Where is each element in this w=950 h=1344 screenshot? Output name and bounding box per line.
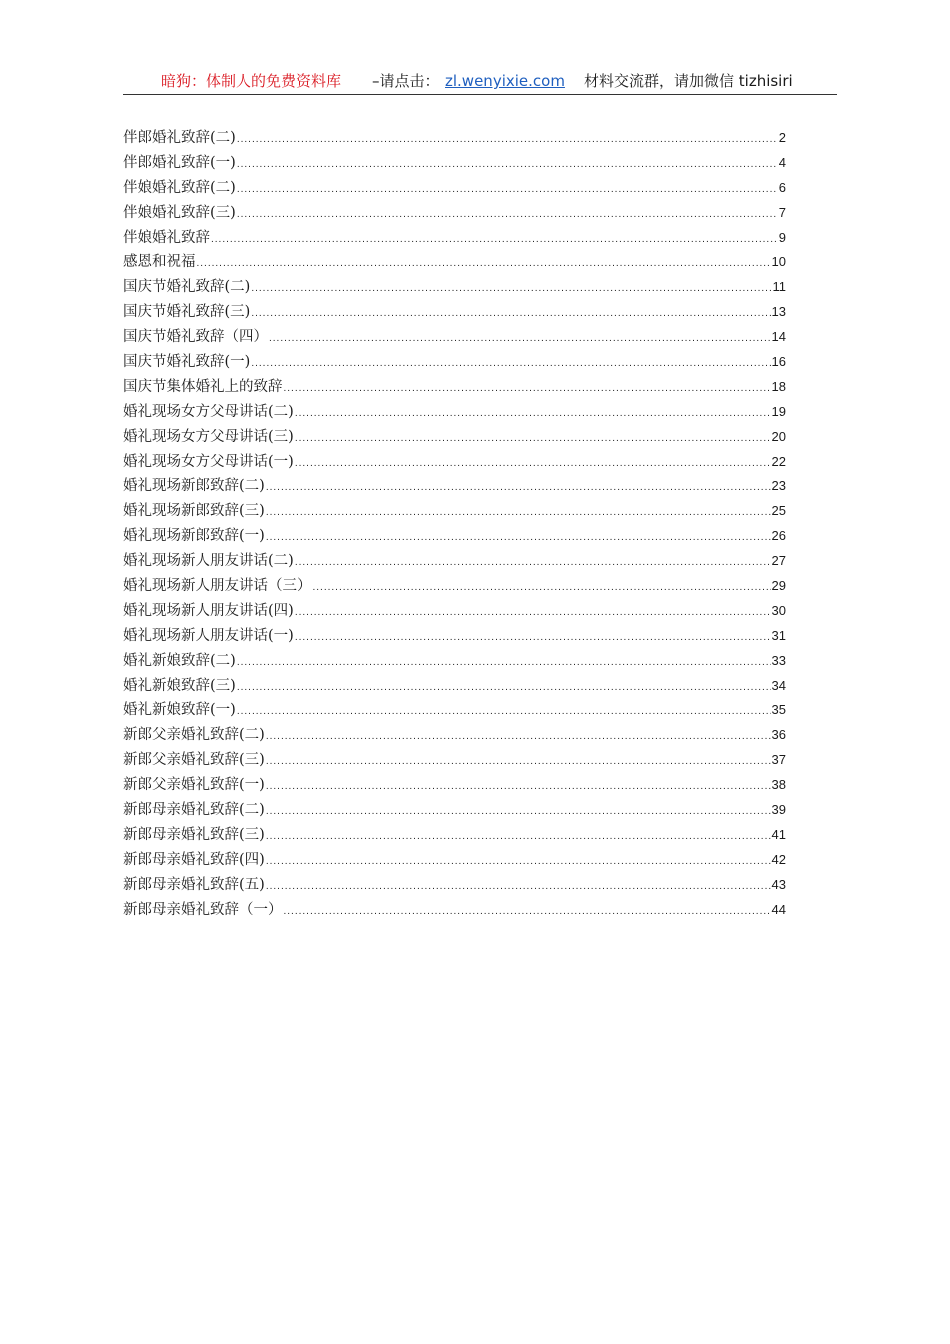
toc-entry-page: 22 [771,453,786,469]
toc-leader-dots [266,875,771,900]
toc-entry[interactable] [123,873,786,898]
toc-leader-dots [211,228,778,253]
toc-leader-dots [295,601,771,626]
toc-entry-title: 婚礼现场新人朋友讲话(四) [123,602,294,619]
toc-entry[interactable] [123,674,786,699]
toc-leader-dots [266,850,771,875]
toc-entry[interactable] [123,748,786,773]
toc-leader-dots [266,750,771,775]
toc-entry-title: 新郎母亲婚礼致辞(五) [123,876,265,893]
toc-entry-page: 44 [771,901,786,917]
toc-entry-page: 6 [778,179,786,195]
toc-entry-page: 38 [771,777,786,793]
toc-entry[interactable] [123,549,786,574]
toc-entry-page: 27 [771,553,786,569]
toc-leader-dots [237,128,778,153]
header-brand: 暗狗：体制人的免费资料库 [161,72,342,90]
toc-leader-dots [237,178,778,203]
toc-entry-page: 36 [771,727,786,743]
toc-entry-title: 婚礼现场新人朋友讲话(二) [123,553,294,570]
toc-entry-page: 23 [771,478,786,494]
toc-entry-page: 9 [778,229,786,245]
toc-entry-page: 29 [771,578,786,594]
toc-leader-dots [266,825,771,850]
header-group-info: 材料交流群，请加微信 tizhisiri [584,72,793,90]
toc-entry[interactable] [123,275,786,300]
toc-entry-page: 16 [771,354,786,370]
table-of-contents [123,126,786,923]
toc-entry-page: 25 [771,503,786,519]
toc-leader-dots [237,651,771,676]
page-header [123,70,837,95]
toc-entry[interactable] [123,773,786,798]
toc-entry-title: 新郎母亲婚礼致辞(四) [123,851,265,868]
toc-entry[interactable] [123,250,786,275]
toc-entry[interactable] [123,450,786,475]
toc-entry-title: 婚礼现场新人朋友讲话(一) [123,627,294,644]
toc-entry-title: 国庆节婚礼致辞(一) [123,354,251,371]
toc-entry-title: 国庆节婚礼致辞(三) [123,304,251,321]
toc-entry-page: 41 [771,826,786,842]
toc-entry-title: 新郎父亲婚礼致辞(二) [123,727,265,744]
toc-entry[interactable] [123,300,786,325]
toc-entry[interactable] [123,176,786,201]
toc-leader-dots [266,526,771,551]
toc-entry-page: 42 [771,851,786,867]
toc-leader-dots [266,501,771,526]
toc-entry-title: 新郎母亲婚礼致辞(三) [123,826,265,843]
toc-entry[interactable] [123,624,786,649]
toc-entry-page: 34 [771,677,786,693]
toc-leader-dots [237,153,778,178]
toc-entry-page: 39 [771,802,786,818]
toc-entry-title: 婚礼现场女方父母讲话(三) [123,428,294,445]
toc-entry-title: 伴娘婚礼致辞(二) [123,179,236,196]
toc-entry-page: 43 [771,876,786,892]
toc-entry-title: 国庆节婚礼致辞(二) [123,279,251,296]
toc-leader-dots [237,676,771,701]
toc-leader-dots [295,551,771,576]
toc-entry[interactable] [123,574,786,599]
toc-leader-dots [295,427,771,452]
toc-entry[interactable] [123,848,786,873]
toc-entry-page: 13 [771,304,786,320]
toc-entry-title: 感恩和祝福 [123,254,196,271]
toc-entry[interactable] [123,425,786,450]
toc-entry[interactable] [123,599,786,624]
toc-entry-title: 伴郎婚礼致辞(二) [123,130,236,146]
toc-entry-title: 国庆节集体婚礼上的致辞 [123,378,283,395]
toc-entry[interactable] [123,400,786,425]
toc-entry-title: 新郎母亲婚礼致辞（一） [123,901,283,918]
toc-entry[interactable] [123,325,786,350]
toc-entry[interactable] [123,375,786,400]
toc-entry-page: 10 [771,254,786,270]
toc-leader-dots [251,277,771,302]
toc-entry[interactable] [123,723,786,748]
toc-entry-title: 婚礼现场新人朋友讲话（三） [123,578,312,595]
toc-entry-page: 20 [771,428,786,444]
toc-entry[interactable] [123,126,786,151]
toc-entry[interactable] [123,151,786,176]
toc-entry[interactable] [123,474,786,499]
toc-entry-title: 伴娘婚礼致辞 [123,229,210,246]
toc-entry-title: 新郎父亲婚礼致辞(三) [123,752,265,769]
toc-entry-page: 18 [771,378,786,394]
toc-entry-page: 7 [778,204,786,220]
toc-leader-dots [313,576,771,601]
toc-entry[interactable] [123,798,786,823]
toc-leader-dots [237,700,771,725]
toc-entry-title: 婚礼现场新郎致辞(三) [123,503,265,520]
toc-entry-title: 婚礼现场女方父母讲话(一) [123,453,294,470]
toc-entry-title: 伴郎婚礼致辞(一) [123,154,236,171]
toc-leader-dots [295,452,771,477]
toc-entry-page: 14 [771,329,786,345]
toc-entry-page: 19 [771,403,786,419]
toc-leader-dots [284,377,771,402]
toc-entry[interactable] [123,649,786,674]
toc-entry[interactable] [123,524,786,549]
toc-entry[interactable] [123,226,786,251]
toc-entry-title: 婚礼现场新郎致辞(二) [123,478,265,495]
toc-entry-page: 26 [771,528,786,544]
toc-entry[interactable] [123,201,786,226]
toc-leader-dots [197,252,771,277]
toc-entry-title: 新郎父亲婚礼致辞(一) [123,777,265,794]
toc-entry[interactable] [123,823,786,848]
toc-leader-dots [284,900,771,925]
toc-leader-dots [269,327,771,352]
toc-entry-title: 婚礼新娘致辞(二) [123,652,236,669]
toc-leader-dots [251,302,770,327]
toc-leader-dots [266,476,771,501]
toc-entry-page: 37 [771,752,786,768]
toc-leader-dots [266,725,771,750]
toc-entry-title: 伴娘婚礼致辞(三) [123,204,236,221]
toc-entry-title: 婚礼新娘致辞(三) [123,677,236,694]
toc-entry[interactable] [123,698,786,723]
toc-leader-dots [251,352,770,377]
toc-entry[interactable] [123,499,786,524]
toc-entry-page: 2 [778,130,786,145]
toc-entry-page: 11 [772,279,786,295]
toc-entry-title: 婚礼现场新郎致辞(一) [123,528,265,545]
toc-leader-dots [295,626,771,651]
toc-entry-title: 婚礼新娘致辞(一) [123,702,236,719]
toc-entry-page: 4 [778,154,786,170]
header-website-link[interactable]: zl.wenyixie.com [445,72,565,90]
toc-leader-dots [266,775,771,800]
toc-entry-page: 31 [771,627,786,643]
toc-entry[interactable] [123,898,786,923]
toc-entry-page: 35 [771,702,786,718]
toc-entry-page: 33 [771,652,786,668]
header-click-label: –请点击： [372,72,440,90]
toc-leader-dots [266,800,771,825]
toc-leader-dots [295,402,771,427]
toc-leader-dots [237,203,778,228]
toc-entry-title: 婚礼现场女方父母讲话(二) [123,403,294,420]
toc-entry[interactable] [123,350,786,375]
toc-entry-title: 新郎母亲婚礼致辞(二) [123,802,265,819]
toc-entry-page: 30 [771,602,786,618]
toc-entry-title: 国庆节婚礼致辞（四） [123,329,268,346]
